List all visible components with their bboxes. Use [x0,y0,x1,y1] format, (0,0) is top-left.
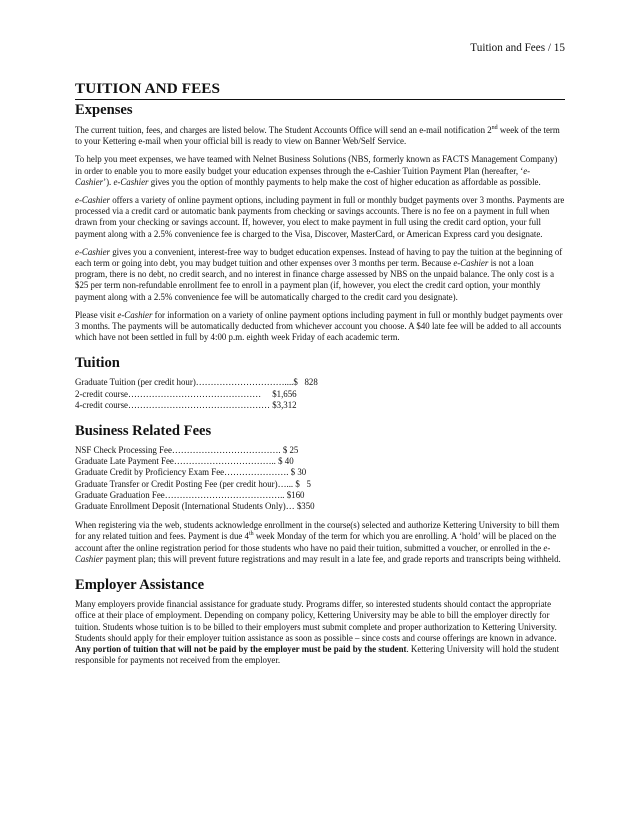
employer-assistance-heading: Employer Assistance [75,577,205,594]
text-span: Please visit [75,309,118,320]
expenses-heading: Expenses [75,102,133,118]
tuition-item: Graduate Tuition (per credit hour)…………………………....$ 828 [75,377,318,388]
fee-item: Graduate Transfer or Credit Posting Fee (per credit hour)…... $ 5 [75,478,311,489]
text-span: gives you a convenient, interest-free way to budget education expenses. Instead of having to pay the tuition at the beginning of each term or going into debt, you may budget tuition and other expenses over 3 months per term. Because [75,246,563,269]
text-span: ’). [103,176,114,187]
ecashier-term: e-Cashier [75,542,551,564]
ecashier-term: e-Cashier [113,176,149,187]
text-span: The current tuition, fees, and charges are listed below. The Student Accounts Office will send an e-mail notification 2 [75,125,492,135]
expenses-paragraph-3 [75,195,565,240]
expenses-paragraph-2 [75,154,565,188]
text-span: week of the term to your Kettering e-mail when your official bill is ready to view on Banner Web/Self Service. [75,125,560,147]
text-span: offers a variety of online payment options, including payment in full or monthly budget payments over 3 months. Payments are processed via a credit card or automatic bank payments from checking or savings accounts. There is no fee on a payment in full when drawn from your checking or savings account. If, however, you elect to make payment in full using the credit card option, your full payment along with a 2.5% convenience fee is charged to the Visa, Discover, MasterCard, or American Express card you designate. [75,195,565,239]
registration-paragraph [75,520,565,565]
superscript: nd [491,125,498,132]
text-span: To help you meet expenses, we have teamed with Nelnet Business Solutions (NBS, formerly known as FACTS Management Company) in order to enable you to more easily budget your education expenses through the e-Cashier Tuition Payment Plan (hereafter, ‘ [75,154,558,176]
text-span: payment plan; this will prevent future registrations and may result in a late fee, and grade reports and transcripts being withheld. [103,553,561,564]
fee-item: Graduate Late Payment Fee…………………………….. $ 40 [75,456,294,467]
text-span: is not a loan program, there is no debt, no credit search, and no interest in finance charge assessed by NBS on the unpaid balance. The only cost is a $25 per term non-refundable enrollment fee to enroll in a payment plan (if, however, you elect the credit card option, your monthly payment along with a 2.5% convenience fee will be automatically charged to the credit card you designate). [75,258,555,302]
text-span: . Kettering University will hold the student responsible for payments not received from the employer. [75,643,560,666]
fee-item: Graduate Enrollment Deposit (International Students Only)… $350 [75,501,315,512]
expenses-paragraph-5 [75,310,565,344]
text-span: gives you the option of monthly payments to help make the cost of higher education as affordable as possible. [148,176,541,187]
employer-paragraph [75,599,565,666]
text-span: for information on a variety of online payment options including payment in full or monthly budget payments over 3 months. The payments will be automatically deducted from whichever account you choose. A $40 late fee will be added to all accounts which have not been settled in full by 4:00 p.m. eighth week Friday of each academic term. [75,309,563,343]
fee-item: Graduate Credit by Proficiency Exam Fee…………………. $ 30 [75,467,307,478]
tuition-heading: Tuition [75,355,120,372]
ecashier-term: e-Cashier [75,195,111,206]
text-span: week Monday of the term for which you are enrolling. A ‘hold’ will be placed on the account after the online registration period for those students who have no paid their tuition, submitted a voucher, or enrolled in the [75,531,557,553]
tuition-item: 2-credit course……………………………………… $1,656 [75,388,297,399]
ecashier-term: e-Cashier [117,309,153,320]
superscript: th [249,531,254,538]
bold-text: Any portion of tuition that will not be paid by the employer must be paid by the student [75,643,407,654]
business-fees-heading: Business Related Fees [75,423,212,440]
expenses-paragraph-4 [75,247,565,303]
tuition-list [75,377,565,411]
tuition-item: 4-credit course………………………………………… $3,312 [75,399,297,410]
page-content [75,80,565,673]
fee-item: Graduate Graduation Fee………………………………….. $160 [75,489,305,500]
ecashier-term: e-Cashier [453,258,489,269]
business-fees-list [75,445,565,512]
text-span: Many employers provide financial assistance for graduate study. Programs differ, so interested students should contact the appropriate office at their place of employment. Depending on company policy, Kettering University may be able to bill the employer directly for tuition. Students whose tuition is to be billed to their employers must submit complete and proper authorization to Kettering University. Students should apply for their employer tuition assistance as soon as possible – since costs and course offerings are known in advance. [75,599,557,643]
fee-item: NSF Check Processing Fee………………………………. $ 25 [75,445,299,456]
text-span: When registering via the web, students acknowledge enrollment in the course(s) selected and authorize Kettering University to bill them for any related tuition and fees. Payment is due 4 [75,520,560,542]
running-head: Tuition and Fees / 15 [470,42,565,54]
page-title: TUITION AND FEES [75,80,565,100]
expenses-paragraph-1 [75,125,565,147]
ecashier-term: e-Cashier [75,246,111,257]
ecashier-term: e-Cashier [75,165,531,187]
